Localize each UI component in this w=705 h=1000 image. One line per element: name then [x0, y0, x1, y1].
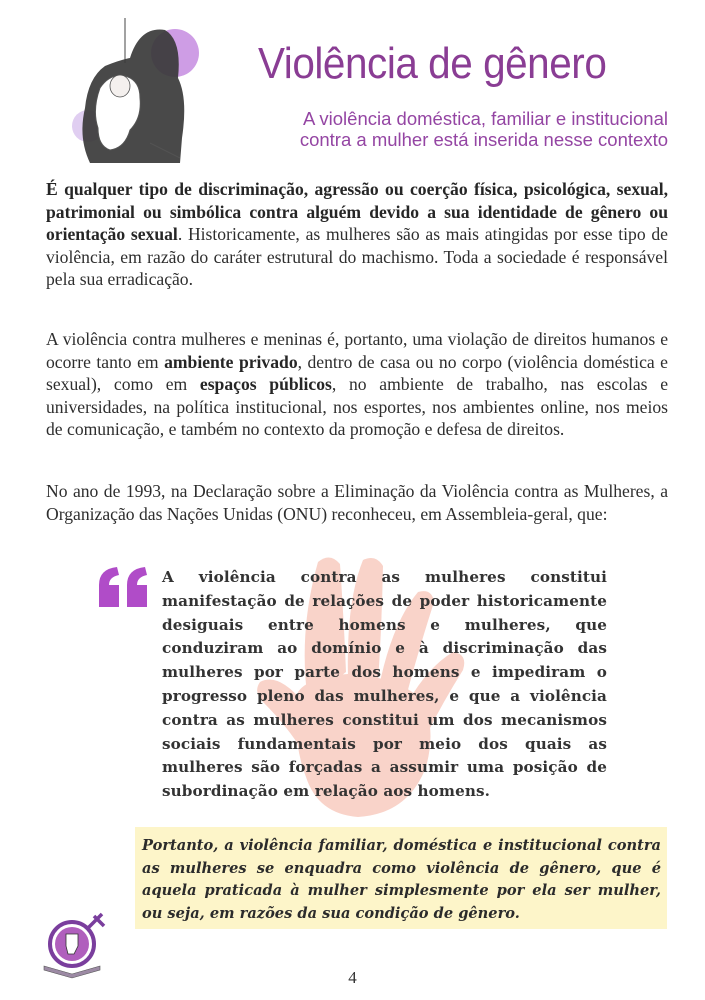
spaces-part-1: A violência contra mulheres e meninas é, portanto, uma violação de direitos humanos e ocorre tanto em	[46, 329, 668, 372]
spaces-bold-public: espaços públicos	[199, 374, 332, 394]
page-subtitle	[248, 108, 668, 150]
definition-rest: . Historicamente, as mulheres são as mais atingidas por esse tipo de violência, em razão do caráter estrutural do machismo. Toda a sociedade é responsável pela sua erradicação.	[46, 224, 668, 289]
spaces-part-3: , no ambiente de trabalho, nas escolas e universidades, na política institucional, nos esportes, nos ambientes online, nos meios de comunicação, e também no contexto da promoção e defesa de direitos.	[46, 374, 669, 439]
spaces-bold-private: ambiente privado	[164, 351, 298, 372]
quote-mark-icon	[95, 565, 153, 607]
woman-shadow-illustration	[70, 18, 200, 163]
paragraph-spaces	[46, 328, 668, 441]
page-number: 4	[348, 968, 357, 987]
onu-quote: A violência contra as mulheres constitui manifestação de relações de poder historicamente desiguais entre homens e mulheres, que conduziram ao domínio e à discriminação das mulheres por parte dos homens e impediram o progresso pleno das mulheres, e que a violência contra as mulheres constitui um dos mecanismos sociais fundamentais por meio dos quais as mulheres são forçadas a assumir uma posição de subordinação em relação aos homens.	[162, 568, 607, 801]
subtitle-line-1: A violência doméstica, familiar e institucional	[302, 108, 668, 129]
paragraph-definition	[46, 178, 668, 291]
paragraph-onu: No ano de 1993, na Declaração sobre a Eliminação da Violência contra as Mulheres, a Organização das Nações Unidas (ONU) reconheceu, em Assembleia-geral, que:	[46, 481, 668, 524]
page-title: Violência de gênero	[258, 39, 607, 88]
conclusion-highlight-box	[135, 827, 667, 929]
spaces-part-2: , dentro de casa ou no corpo (violência doméstica e sexual), como em	[46, 351, 668, 394]
conclusion-text: Portanto, a violência familiar, doméstica e institucional contra as mulheres se enquadra como violência de gênero, que é aquela praticada à mulher simplesmente por ela ser mulher, ou seja, em razões da sua condição de gênero.	[142, 837, 661, 922]
subtitle-line-2: contra a mulher está inserida nesse contexto	[299, 129, 668, 150]
definition-bold: É qualquer tipo de discriminação, agressão ou coerção física, psicológica, sexual, patrimonial ou simbólica contra alguém devido a sua identidade de gênero ou orientação sexual	[46, 179, 668, 244]
